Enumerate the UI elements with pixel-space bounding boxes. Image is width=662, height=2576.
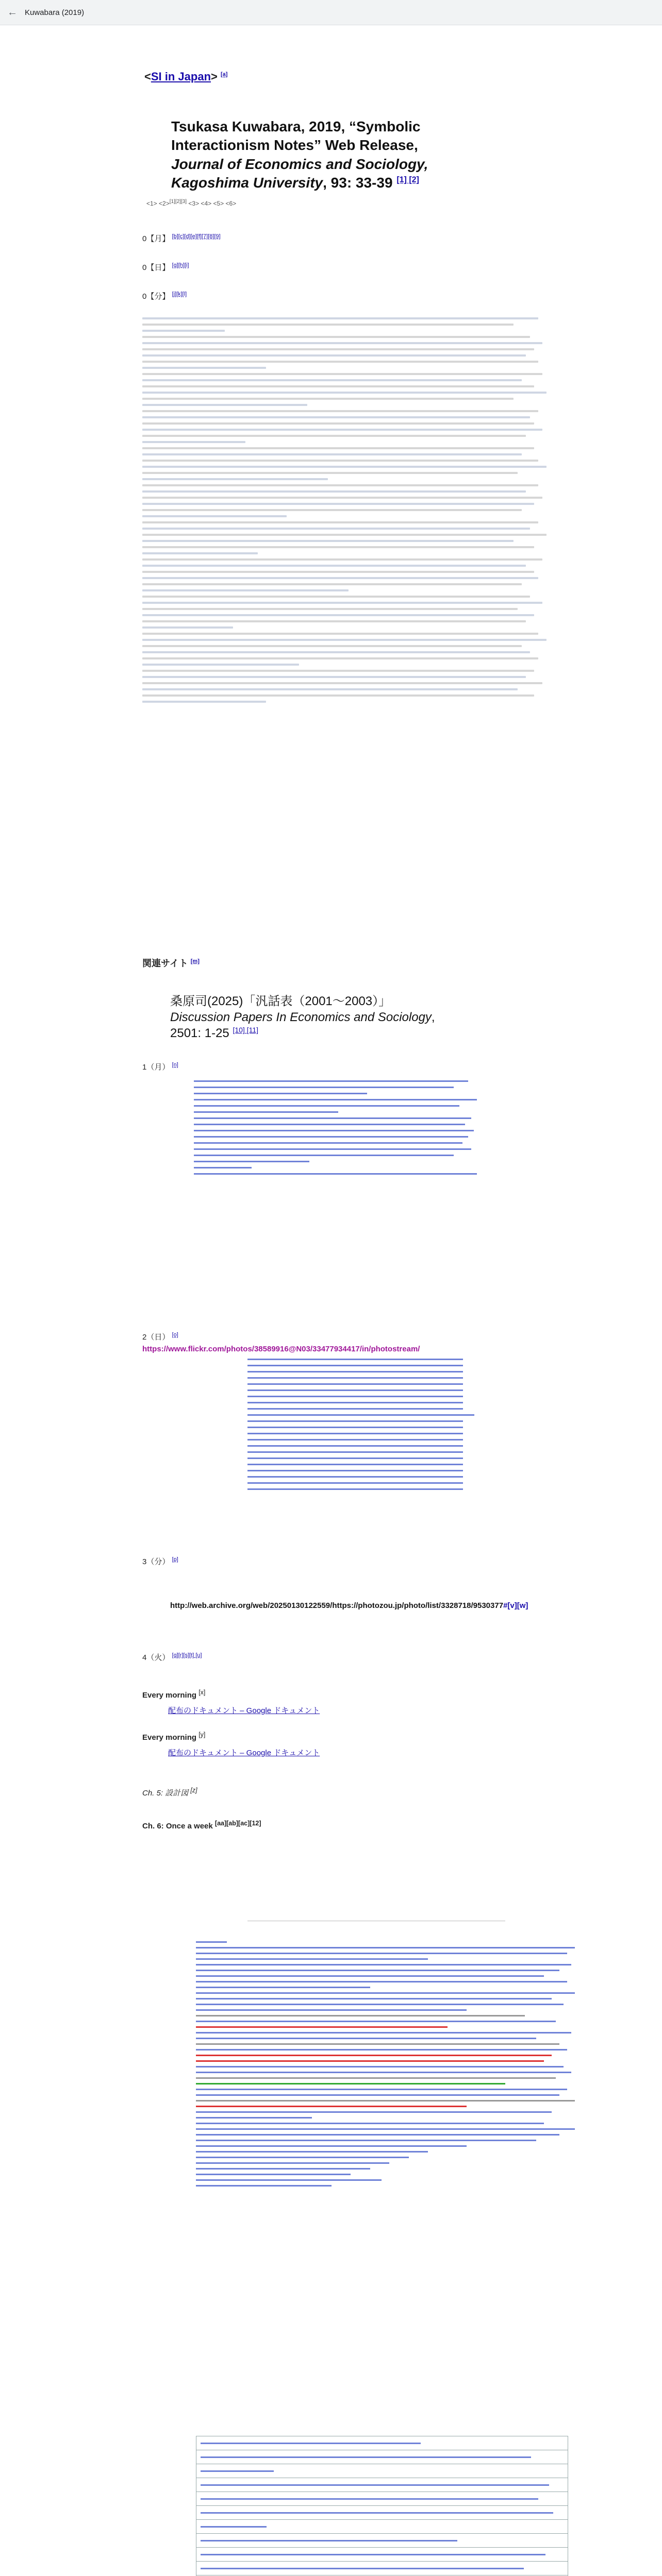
section-1-links[interactable] [194, 1076, 483, 1179]
ch5-line [142, 1787, 197, 1798]
section-4-text: 4（火） [142, 1653, 170, 1662]
references-list[interactable] [196, 1937, 583, 2191]
ch5-label: Ch. 5: 設計図 [142, 1789, 189, 1798]
row-month-label: 0【月】 [142, 234, 170, 243]
crumb-close: > [211, 70, 218, 83]
crumb-link-si-in-japan[interactable]: SI in Japan [151, 70, 211, 83]
section-2-ref[interactable]: [o] [172, 1332, 178, 1338]
related-heading-ref[interactable]: [m] [190, 958, 200, 964]
ch6-line [142, 1820, 261, 1831]
breadcrumb [144, 70, 227, 83]
morning-1-doc-link[interactable]: 配布のドキュメント – Google ドキュメント [168, 1706, 320, 1715]
window-title: Kuwabara (2019) [25, 8, 85, 17]
archive-link-tail[interactable]: #[v][w] [503, 1601, 528, 1610]
flickr-photo-links[interactable] [247, 1354, 474, 1495]
document-page [0, 25, 662, 2576]
section-1-label [142, 1061, 178, 1072]
browser-toolbar [0, 0, 662, 25]
section-4-ref[interactable]: [q][r][s][t] [u] [172, 1652, 202, 1658]
archive-link[interactable] [170, 1601, 583, 1610]
morning-2-ref[interactable]: [y] [198, 1731, 206, 1738]
morning-block-2 [142, 1731, 320, 1758]
morning-1-ref[interactable]: [x] [198, 1689, 206, 1696]
row-day [142, 262, 189, 273]
title-refs[interactable]: [1] [2] [396, 175, 419, 184]
article-title [171, 117, 460, 193]
related-citation [170, 993, 449, 1042]
ch6-ref[interactable]: [aa][ab][ac][12] [214, 1820, 261, 1827]
ch5-ref[interactable]: [z] [190, 1787, 197, 1794]
related-citation-plain: 桑原司(2025)「汎話表（2001〜2003）」 [170, 994, 391, 1008]
section-3-ref[interactable]: [p] [172, 1556, 178, 1563]
flickr-main-link[interactable]: https://www.flickr.com/photos/38589916@N03/33477934417/in/photostream/ [142, 1345, 420, 1353]
morning-2-label: Every morning [142, 1733, 197, 1742]
crumb-open: < [144, 70, 151, 83]
related-heading-text: 関連サイト [142, 958, 188, 969]
related-citation-tail: , 2501: 1-25 [170, 1010, 435, 1041]
toc-nav-line: <1> <2>[1][2][3] <3> <4> <5> <6> [146, 199, 237, 207]
title-journal: Journal of Economics and Sociology, Kagoshima University [171, 156, 428, 191]
section-4-label [142, 1652, 202, 1663]
title-plain: Tsukasa Kuwabara, 2019, “Symbolic Interactionism Notes” Web Release, [171, 118, 421, 154]
section-2-text: 2（日） [142, 1333, 170, 1342]
row-month [142, 233, 221, 244]
dense-text-block [142, 313, 555, 707]
morning-2-doc-link[interactable]: 配布のドキュメント – Google ドキュメント [168, 1749, 320, 1757]
morning-block-1 [142, 1689, 320, 1716]
reference-table[interactable] [196, 2436, 568, 2576]
title-tail: , 93: 33-39 [323, 175, 393, 191]
row-minute [142, 291, 187, 301]
related-citation-journal: Discussion Papers In Economics and Sociology [170, 1010, 432, 1025]
back-arrow-icon[interactable]: ← [7, 6, 18, 18]
section-3-label [142, 1556, 178, 1567]
related-citation-refs[interactable]: [10] [11] [233, 1026, 258, 1035]
section-3-text: 3（分） [142, 1557, 170, 1566]
section-2-label [142, 1331, 178, 1342]
row-month-refs[interactable]: [b][c][d][e][f][7][8][9] [172, 233, 221, 240]
row-day-refs[interactable]: [g][h][i] [172, 262, 189, 268]
morning-1-label: Every morning [142, 1691, 197, 1700]
section-1-text: 1（月） [142, 1063, 170, 1072]
row-day-label: 0【日】 [142, 263, 170, 272]
ch6-label: Ch. 6: Once a week [142, 1822, 213, 1831]
row-minute-label: 0【分】 [142, 292, 170, 301]
archive-link-url[interactable]: http://web.archive.org/web/20250130122559/https://photozou.jp/photo/list/3328718/9530377 [170, 1601, 504, 1610]
crumb-ref[interactable]: [a] [221, 71, 228, 78]
related-sites-heading [142, 956, 200, 970]
section-1-ref[interactable]: [n] [172, 1062, 178, 1068]
row-minute-refs[interactable]: [j][k][l] [172, 291, 187, 297]
